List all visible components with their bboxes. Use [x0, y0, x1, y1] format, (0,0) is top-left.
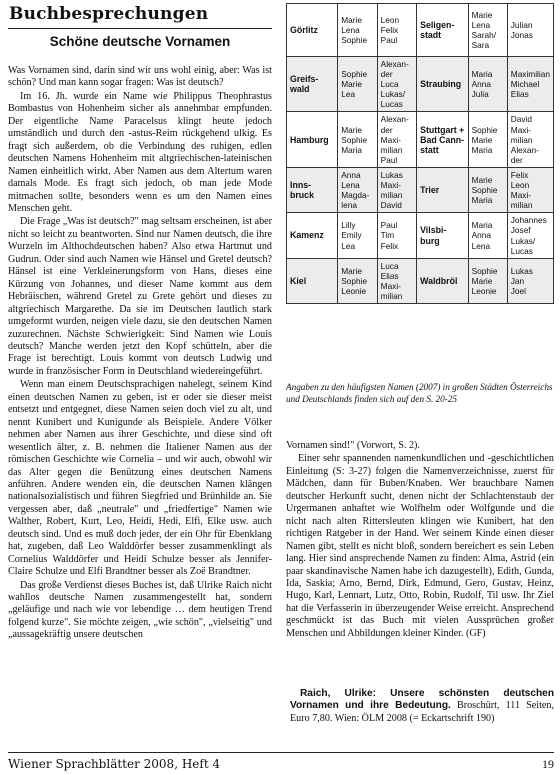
- name-entry: Felix: [380, 24, 399, 35]
- journal-footer: Wiener Sprachblätter 2008, Heft 4: [8, 757, 221, 771]
- boys-names: [507, 4, 553, 57]
- city-name: Vilsbi-burg: [417, 213, 469, 258]
- city-name: Görlitz: [287, 4, 338, 57]
- name-entry: Leonie: [341, 285, 367, 296]
- name-entry: Maria: [471, 69, 493, 80]
- name-entry: Alexan-: [380, 59, 409, 69]
- girls-names: [468, 112, 507, 167]
- name-entry: Maxi-: [510, 124, 532, 135]
- name-entry: Lilly: [341, 220, 356, 231]
- table-row: [287, 112, 554, 167]
- name-entry: Lea: [341, 89, 356, 100]
- name-entry: Paul: [380, 154, 398, 165]
- name-entry: Joel: [510, 285, 527, 296]
- boys-names: [507, 57, 553, 112]
- name-entry: milian: [380, 190, 403, 201]
- name-entry: Maxi-: [380, 180, 401, 191]
- names-table: [286, 3, 554, 304]
- name-entry: Johannes: [510, 215, 547, 226]
- body-paragraph: Im 16. Jh. wurde ein Name wie Philippus Theophrastus Bombastus von Hohenheim sicher als annehmbar empfunden. Der eigentliche Name Paracelsus klingt heute jedoch umständlich und durch den -astus-Reim rückgehend ulkig. Es fragt sich außerdem, ob die Verbindung des ruhigen, edlen deutschen Namens Hohenheim mit altgriechischen-lateinischen Namen einheitlich wirkt. Aber Namen aus dem Altertum waren damals Mode. Es fragt sich jedoch, ob man jede Mode mitmachen sollte, besonders wenn es um den Namen eines Menschen geht.: [8, 90, 272, 214]
- girls-names: [468, 4, 507, 57]
- name-entry: Emily: [341, 230, 362, 241]
- name-entry: Maxi-: [510, 190, 532, 201]
- name-entry: Lena: [471, 19, 491, 30]
- name-entry: milian: [380, 144, 403, 155]
- name-entry: Lea: [341, 240, 356, 251]
- page-number: 19: [542, 757, 554, 771]
- city-name: Inns-bruck: [287, 167, 338, 212]
- name-entry: der: [380, 69, 393, 80]
- body-paragraph: Einer sehr spannenden namenkundlichen und -geschichtlichen Einleitung (S: 3-27) folgen die Namenverzeichnisse, zuerst für Mädchen, dann für Buben/Knaben. Wer brauchbare Namen deutscher Herkunft sucht, denen nicht der Schlachtenstaub der Urgermanen anhaftet wie Wolfhelm oder Wolfgunde und die nicht nach alten Rittersleuten klingen wie Kunibert, hat den richtigen Ratgeber in der Hand. Wer seinem Kinde einen dieser Namen gibt, stellt es nicht bloß, sondern bereichert es sein Leben lang. Hier sind ansprechende Namen zu finden: Alma, Astrid (ein paar skandinavische Namen habe ich dazugestellt), Edith, Gunda, Ida, Saskia; Arno, Bernd, Dirk, Edmund, Gero, Gustav, Heinz, Hugo, Karl, Lennart, Lutz, Otto, Robin, Rudolf, Til usw. Ihr Ziel hat die Verfasserin in überzeugender Weise erreicht. Ansprechend geschmückt ist das Buch mit vielen Aussprüchen großer Menschen und Abbildungen kleiner Kinder. (GF): [286, 453, 554, 639]
- name-entry: Lukas/: [380, 89, 406, 100]
- name-entry: Marie: [341, 14, 362, 25]
- name-entry: der: [380, 124, 393, 135]
- city-name: Kiel: [287, 258, 338, 303]
- name-entry: Luca: [380, 260, 399, 271]
- city-name: Stuttgart + Bad Cann-statt: [417, 112, 469, 167]
- book-reference-title: Raich, Ulrike: Unsere schönsten deutschen Vornamen und ihre Bedeutung.: [290, 688, 554, 712]
- girls-names: [468, 167, 507, 212]
- boys-names: [507, 213, 553, 258]
- name-entry: Josef: [510, 225, 531, 236]
- table-row: [287, 4, 554, 57]
- table-row: [287, 258, 554, 303]
- girls-names: [338, 57, 377, 112]
- name-entry: milian: [510, 200, 533, 211]
- name-entry: Jonas: [510, 30, 533, 40]
- title-rule: [8, 28, 272, 29]
- city-name: Seligen-stadt: [417, 4, 469, 57]
- boys-names: [377, 57, 416, 112]
- body-paragraph: Was Vornamen sind, darin sind wir uns wohl einig, aber: Was ist schön? Und man kann sogar fragen: Was ist deutsch?: [8, 65, 272, 89]
- name-entry: Lucas: [380, 99, 403, 110]
- city-name: Hamburg: [287, 112, 338, 167]
- left-column: [8, 65, 272, 750]
- name-entry: Maria: [471, 195, 493, 206]
- name-entry: David: [510, 114, 532, 125]
- name-entry: Felix: [510, 169, 529, 180]
- name-entry: Maria: [471, 220, 493, 231]
- name-entry: Marie: [341, 79, 362, 90]
- name-entry: Tim: [380, 230, 395, 241]
- name-entry: Maria: [471, 144, 493, 155]
- body-paragraph: Wenn man einem Deutschsprachigen nahelegt, seinem Kind einen deutschen Namen zu geben, ist er oder sie dieser meist entsetzt und entgegnet, diese Namen seien doch viel zu alt, und nennt Kunibert und Kunigunde als Beispiele. Andere Völker nehmen aber Namen aus ihrer Geschichte, und diese sind oft wesentlich älter, z. B. nehmen die Italiener Namen aus der römischen Geschichte wie Cornelia – und wir auch, obwohl wir das Alter gegen die Benützung eines deutschen Namens anführen. Andere wenden ein, die deutschen Namen klängen nationalsozialistisch und führen Siegfried und Brünhilde an. Sie vergessen aber, daß „neutrale" und „friedfertige" Namen wie Walther, Robert, Kurt, Leo, Heidi, Hedi, Elfi, Elke usw. auch deutsch sind. Und es muß doch jeder, der ein Ohr für Ebenklang hat, zugeben, daß Leo Walddörfer besser zusammenklingt als Cornelius Walddörfer und Heidi Schulze besser als Jennifer-Claire Schulze und Elfi Brandtner besser als Zoë Brandtner.: [8, 379, 272, 578]
- name-entry: Maria: [341, 144, 362, 155]
- name-entry: Anna: [341, 169, 361, 180]
- name-entry: Sophie: [471, 185, 498, 196]
- table-caption: Angaben zu den häufigsten Namen (2007) in großen Städten Österreichs und Deutschlands finden sich auf den S. 20-25: [286, 382, 553, 404]
- right-column: [286, 440, 554, 685]
- boys-names: [377, 213, 416, 258]
- girls-names: [468, 57, 507, 112]
- name-entry: Anna: [471, 79, 492, 90]
- name-entry: Sophie: [341, 275, 368, 286]
- name-entry: Lukas/: [510, 235, 536, 246]
- name-entry: lena: [341, 200, 357, 211]
- book-reference-details: Broschürt, 111 Seiten, Euro 7,80. Wien: ÖLM 2008 (= Eckartschrift 190): [290, 700, 554, 724]
- boys-names: [507, 112, 553, 167]
- name-entry: Jan: [510, 275, 525, 286]
- name-entry: Sarah/: [471, 30, 497, 40]
- city-name: Kamenz: [287, 213, 338, 258]
- boys-names: [377, 167, 416, 212]
- name-entry: Lena: [341, 24, 360, 35]
- city-name: Straubing: [417, 57, 469, 112]
- name-entry: Michael: [510, 79, 540, 90]
- body-paragraph: Die Frage „Was ist deutsch?" mag seltsam erscheinen, ist aber nicht so leicht zu beantworten. Sind nur Namen deutsch, die ihre Wurzeln im Althochdeutschen haben? Also etwa Hartmut und Gudrun. Oder sind auch Namen wie Hänsel und Gretel deutsch? Hänsel ist eine Verkleinerungsform von Hans, dieses eine Kürzung von Johannes, und dieser Name kommt aus dem Hebräischen, während Gretel zu Grete gehört und dieses zu altgriechisch Margarethe. Da sie im Deutschen lautlich stark umgeformt wurden, neigen viele dazu, sie den deutschen Namen zuzurechnen. Nächste Schwierigkeit: Sind Namen wie Louis deutsch? Manche werden jetzt den Kopf schütteln, aber die Frage ist berechtigt. Louis kommt von deutsch Ludwig und wurde in französischer Form in Deutschland wiedereingeführt.: [8, 216, 272, 377]
- girls-names: [468, 213, 507, 258]
- girls-names: [338, 258, 377, 303]
- girls-names: [338, 167, 377, 212]
- name-entry: Maxi-: [380, 280, 401, 291]
- footer-rule: [8, 752, 554, 753]
- name-entry: Anna: [471, 230, 492, 241]
- name-entry: Lukas: [510, 265, 533, 276]
- girls-names: [338, 112, 377, 167]
- name-entry: Felix: [380, 240, 399, 251]
- name-entry: Alexan-: [510, 144, 539, 155]
- name-entry: Luca: [380, 79, 399, 90]
- book-reference: [290, 688, 554, 725]
- name-entry: Elias: [510, 89, 529, 100]
- name-entry: Leon: [510, 180, 530, 191]
- name-entry: Marie: [341, 265, 362, 276]
- name-entry: Lena: [471, 240, 491, 251]
- name-entry: Sophie: [341, 134, 368, 145]
- name-entry: Lukas: [380, 169, 403, 180]
- name-entry: Marie: [471, 9, 493, 20]
- name-entry: Julian: [510, 19, 533, 30]
- body-paragraph: Vornamen sind!" (Vorwort, S. 2).: [286, 440, 420, 451]
- city-name: Trier: [417, 167, 469, 212]
- boys-names: [377, 112, 416, 167]
- name-entry: Sophie: [471, 265, 498, 276]
- body-paragraph: Das große Verdienst dieses Buches ist, daß Ulrike Raich nicht wahllos deutsche Namen zusammengestellt hat, sondern „geläufige und nach wie vor lebendige … dem heutigen Trend folgend kurze". Sie möchte zeigen, „wie schön", „vielseitig" und „aussagekräftig unsere deutschen: [8, 579, 272, 641]
- name-entry: Sara: [471, 40, 490, 51]
- name-entry: Lena: [341, 180, 360, 191]
- table-row: [287, 57, 554, 112]
- girls-names: [338, 213, 377, 258]
- name-entry: Marie: [341, 124, 362, 135]
- name-entry: Sophie: [341, 35, 368, 46]
- name-entry: der: [510, 154, 523, 165]
- name-entry: Lucas: [510, 245, 533, 256]
- name-entry: milian: [380, 290, 403, 301]
- name-entry: Sophie: [471, 124, 498, 135]
- name-entry: Elias: [380, 270, 399, 281]
- name-entry: Marie: [471, 174, 493, 185]
- table-row: [287, 213, 554, 258]
- name-entry: Paul: [380, 220, 398, 231]
- name-entry: Leon: [380, 14, 400, 25]
- article-title: Schöne deutsche Vornamen: [49, 34, 231, 49]
- boys-names: [507, 258, 553, 303]
- boys-names: [377, 258, 416, 303]
- name-entry: Leonie: [471, 285, 497, 296]
- name-entry: David: [380, 200, 402, 211]
- name-entry: Alexan-: [380, 114, 409, 125]
- name-entry: Julia: [471, 89, 489, 100]
- name-entry: Maxi-: [380, 134, 401, 145]
- name-entry: Marie: [471, 134, 493, 145]
- name-entry: Paul: [380, 35, 398, 46]
- city-name: Greifs-wald: [287, 57, 338, 112]
- name-entry: Marie: [471, 275, 493, 286]
- boys-names: [377, 4, 416, 57]
- boys-names: [507, 167, 553, 212]
- name-entry: Maximilian: [510, 69, 550, 80]
- name-entry: Sophie: [341, 69, 368, 80]
- city-name: Waldbröl: [417, 258, 469, 303]
- section-title: Buchbesprechungen: [9, 4, 209, 24]
- table-row: [287, 167, 554, 212]
- name-entry: milian: [510, 134, 533, 145]
- girls-names: [338, 4, 377, 57]
- girls-names: [468, 258, 507, 303]
- name-entry: Magda-: [341, 190, 370, 201]
